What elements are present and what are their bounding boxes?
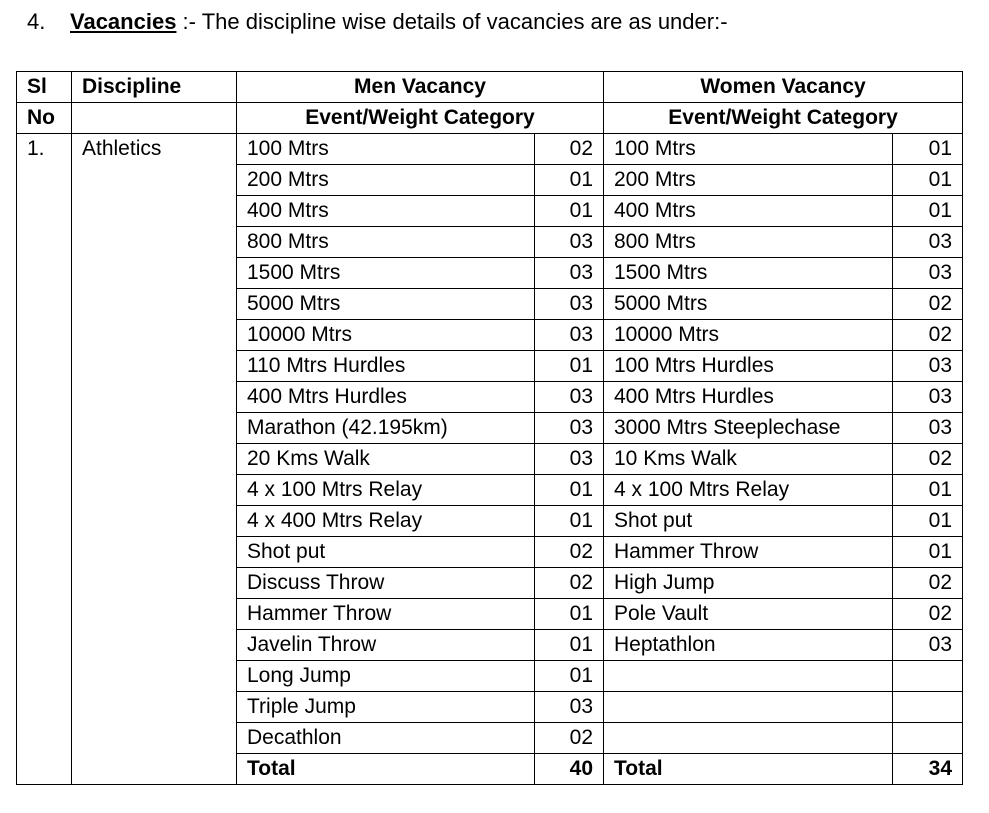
men-count-cell: 01 [535,661,604,692]
women-event-cell: High Jump [604,568,893,599]
women-event-cell: 100 Mtrs [604,134,893,165]
men-event-cell: 800 Mtrs [237,227,535,258]
vacancy-table [16,71,963,785]
men-count-cell: 03 [535,320,604,351]
men-count-cell: 02 [535,134,604,165]
women-total-count: 34 [893,754,963,785]
women-count-cell [893,723,963,754]
men-count-cell: 01 [535,599,604,630]
section-number: 4. [27,9,46,34]
women-event-cell: Heptathlon [604,630,893,661]
men-event-cell: Marathon (42.195km) [237,413,535,444]
men-count-cell: 01 [535,196,604,227]
women-event-cell: Hammer Throw [604,537,893,568]
men-event-cell: 100 Mtrs [237,134,535,165]
men-count-cell: 01 [535,351,604,382]
women-count-cell: 03 [893,382,963,413]
men-count-cell: 01 [535,630,604,661]
women-count-cell: 01 [893,506,963,537]
header-discipline-blank [72,103,237,134]
men-event-cell: Javelin Throw [237,630,535,661]
women-event-cell: Shot put [604,506,893,537]
women-count-cell: 02 [893,289,963,320]
vacancy-table-body [17,134,963,785]
men-event-cell: Decathlon [237,723,535,754]
header-men-vacancy: Men Vacancy [237,72,604,103]
women-event-cell: 400 Mtrs [604,196,893,227]
men-total-count: 40 [535,754,604,785]
header-sl: Sl [17,72,72,103]
men-event-cell: 400 Mtrs Hurdles [237,382,535,413]
men-count-cell: 01 [535,506,604,537]
men-event-cell: 400 Mtrs [237,196,535,227]
header-no: No [17,103,72,134]
women-event-cell [604,723,893,754]
header-women-event: Event/Weight Category [604,103,963,134]
men-event-cell: 110 Mtrs Hurdles [237,351,535,382]
men-event-cell: Hammer Throw [237,599,535,630]
sl-no-cell: 1. [17,134,72,785]
header-discipline: Discipline [72,72,237,103]
section-intro: :- The discipline wise details of vacancies are as under:- [176,9,728,34]
men-count-cell: 03 [535,413,604,444]
women-count-cell: 03 [893,413,963,444]
women-count-cell: 01 [893,134,963,165]
header-women-vacancy: Women Vacancy [604,72,963,103]
section-title: Vacancies [70,9,177,34]
women-event-cell: 1500 Mtrs [604,258,893,289]
header-men-event: Event/Weight Category [237,103,604,134]
men-count-cell: 03 [535,444,604,475]
men-event-cell: 20 Kms Walk [237,444,535,475]
table-row [17,134,963,165]
women-count-cell [893,661,963,692]
women-event-cell: 10000 Mtrs [604,320,893,351]
men-count-cell: 03 [535,692,604,723]
men-count-cell: 01 [535,475,604,506]
men-count-cell: 02 [535,568,604,599]
men-event-cell: 1500 Mtrs [237,258,535,289]
women-event-cell: 400 Mtrs Hurdles [604,382,893,413]
women-event-cell: 3000 Mtrs Steeplechase [604,413,893,444]
women-count-cell: 01 [893,165,963,196]
header-row-1 [17,72,963,103]
women-count-cell: 03 [893,630,963,661]
men-count-cell: 03 [535,258,604,289]
women-count-cell: 01 [893,196,963,227]
women-count-cell: 03 [893,227,963,258]
women-event-cell: 10 Kms Walk [604,444,893,475]
women-event-cell: 4 x 100 Mtrs Relay [604,475,893,506]
men-event-cell: 200 Mtrs [237,165,535,196]
men-event-cell: Long Jump [237,661,535,692]
men-event-cell: 5000 Mtrs [237,289,535,320]
women-count-cell: 01 [893,537,963,568]
women-count-cell [893,692,963,723]
women-event-cell: Pole Vault [604,599,893,630]
women-count-cell: 02 [893,599,963,630]
women-event-cell: 200 Mtrs [604,165,893,196]
discipline-cell: Athletics [72,134,237,785]
women-event-cell [604,661,893,692]
men-count-cell: 03 [535,289,604,320]
men-event-cell: 4 x 100 Mtrs Relay [237,475,535,506]
men-event-cell: Triple Jump [237,692,535,723]
women-count-cell: 01 [893,475,963,506]
men-event-cell: Shot put [237,537,535,568]
men-count-cell: 02 [535,723,604,754]
men-event-cell: Discuss Throw [237,568,535,599]
men-event-cell: 10000 Mtrs [237,320,535,351]
women-count-cell: 02 [893,444,963,475]
women-count-cell: 02 [893,320,963,351]
men-count-cell: 01 [535,165,604,196]
men-total-label: Total [237,754,535,785]
header-row-2 [17,103,963,134]
women-event-cell: 100 Mtrs Hurdles [604,351,893,382]
men-count-cell: 03 [535,227,604,258]
women-event-cell: 5000 Mtrs [604,289,893,320]
section-heading [27,8,728,36]
women-total-label: Total [604,754,893,785]
men-count-cell: 03 [535,382,604,413]
women-event-cell: 800 Mtrs [604,227,893,258]
women-event-cell [604,692,893,723]
women-count-cell: 02 [893,568,963,599]
men-event-cell: 4 x 400 Mtrs Relay [237,506,535,537]
women-count-cell: 03 [893,258,963,289]
men-count-cell: 02 [535,537,604,568]
women-count-cell: 03 [893,351,963,382]
